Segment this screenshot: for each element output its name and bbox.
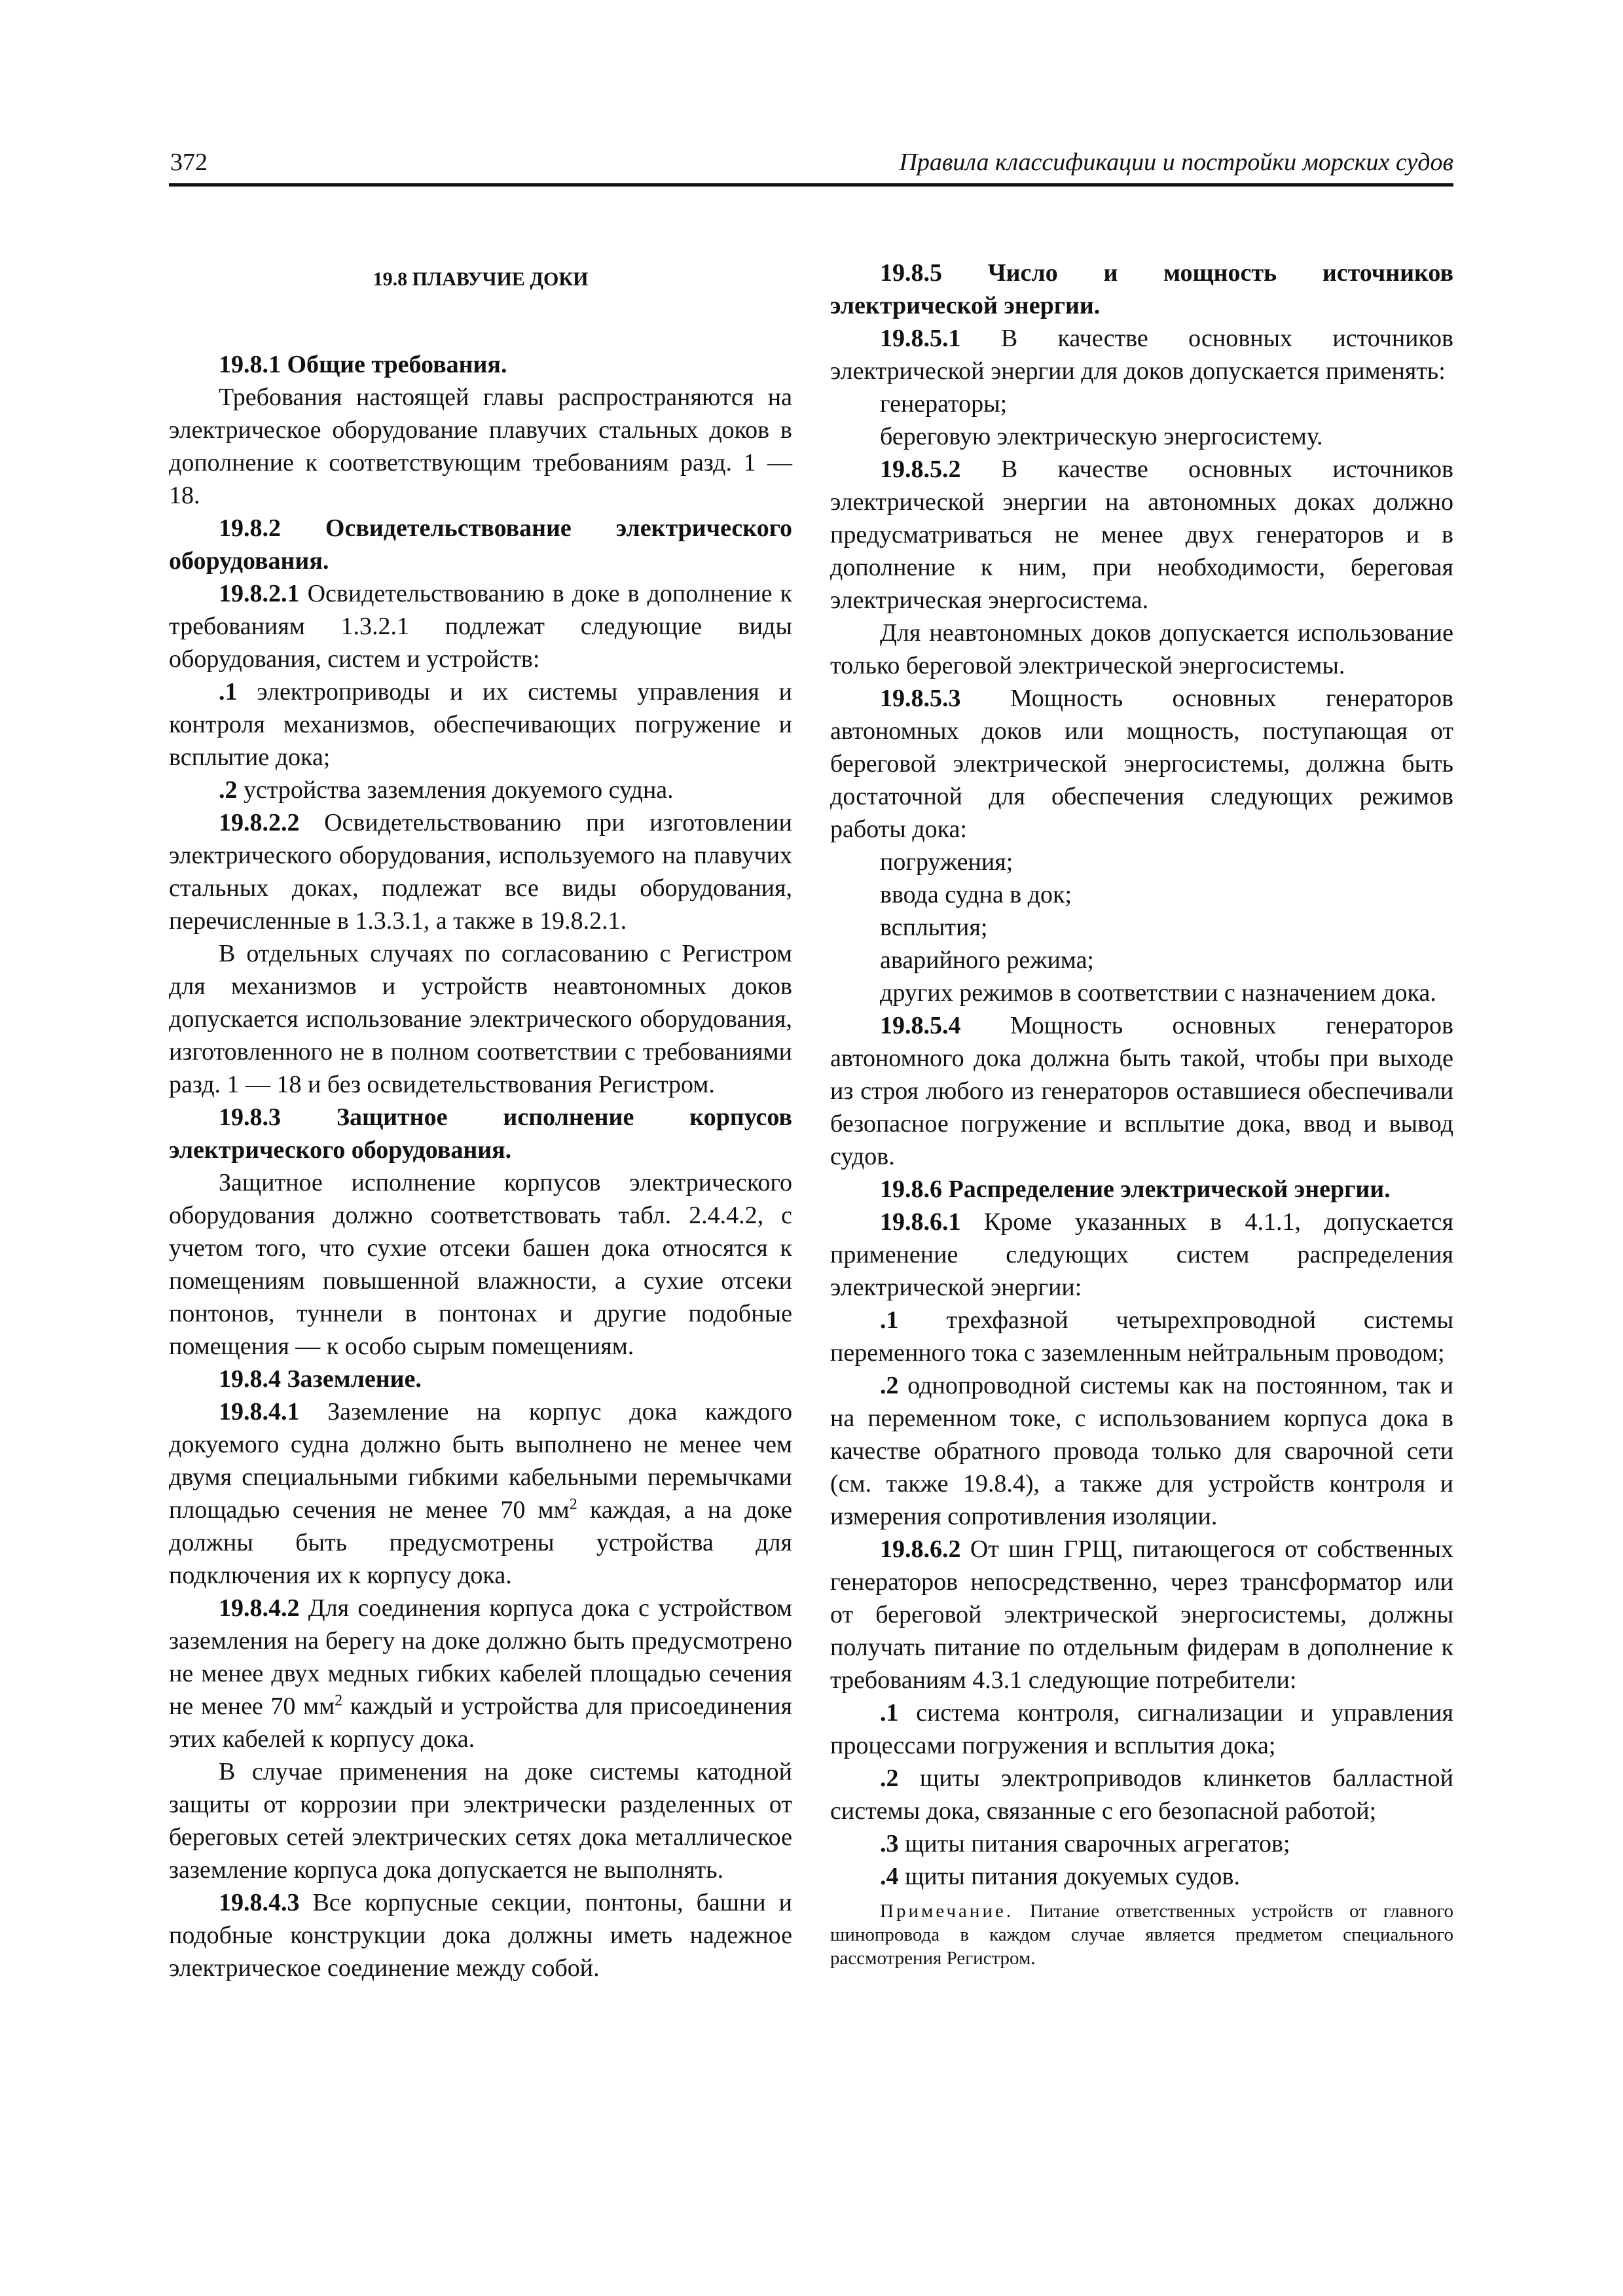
list-item: ввода судна в док;: [880, 881, 1072, 908]
clause-text: В качестве основных источников электрической энергии для доков допускается применять:: [830, 325, 1453, 385]
item-number: .1: [880, 1306, 899, 1334]
clause-text: Все корпусные секции, понтоны, башни и подобные конструкции дока должны иметь надежное электрическое соединение между собой.: [169, 1889, 792, 1982]
list-item: погружения;: [880, 848, 1013, 876]
clause-text: Освидетельствованию при изготовлении электрического оборудования, используемого на плавучих стальных доках, подлежат все виды оборудования, перечисленные в 1.3.3.1, а также в 19.8.2.1.: [169, 809, 792, 935]
clause-text: Мощность основных генераторов автономного дока должна быть такой, чтобы при выходе из строя любого из генераторов оставшиеся обеспечивали безопасное погружение и всплытие дока, ввод и вывод судов.: [830, 1012, 1453, 1170]
list-item: [830, 1762, 1453, 1827]
list-item: [830, 1369, 1453, 1533]
item-number: .4: [880, 1863, 899, 1890]
paragraph: [830, 453, 1453, 617]
paragraph: Для неавтономных доков допускается использование только береговой электрической энергосистемы.: [830, 619, 1453, 679]
paragraph: [830, 1533, 1453, 1696]
clause-text: Освидетельствованию в доке в дополнение к требованиям 1.3.2.1 подлежат следующие виды оборудования, систем и устройств:: [169, 580, 792, 673]
note-label: Примечание.: [880, 1901, 1014, 1922]
clause-number: 19.8.4.3: [219, 1889, 300, 1916]
list-item: [169, 774, 792, 806]
clause-text: От шин ГРЩ, питающегося от собственных генераторов непосредственно, через трансформатор или от береговой электрической энергосистемы, должны получать питание по отдельным фидерам в дополнение к требованиям 4.3.1 следующие потребители:: [830, 1535, 1453, 1694]
note: [830, 1899, 1453, 1970]
clause-number: 19.8.6.1: [880, 1208, 961, 1236]
heading-19-8-5: 19.8.5 Число и мощность источников электрической энергии.: [830, 259, 1453, 319]
clause-number: 19.8.4.1: [219, 1398, 300, 1426]
running-title: Правила классификации и постройки морских судов: [899, 149, 1453, 176]
clause-text: Заземление на корпус дока каждого докуемого судна должно быть выполнено не менее чем двумя специальными гибкими кабельными перемычками площадью сечения не менее 70 мм: [169, 1398, 792, 1524]
paragraph: [830, 322, 1453, 387]
item-number: .3: [880, 1830, 899, 1857]
list-item: других режимов в соответствии с назначением дока.: [880, 979, 1436, 1007]
heading-19-8-3: 19.8.3 Защитное исполнение корпусов электрического оборудования.: [169, 1103, 792, 1164]
clause-number: 19.8.5.1: [880, 325, 961, 352]
item-number: .2: [880, 1372, 899, 1399]
list-item: [830, 1860, 1453, 1893]
clause-text: В качестве основных источников электрической энергии на автономных доках должно предусматриваться не менее двух генераторов и в дополнение к ним, при необходимости, береговая электрическая энергосистема.: [830, 456, 1453, 614]
list-item: [169, 675, 792, 774]
paragraph: [169, 1592, 792, 1755]
clause-number: 19.8.2.2: [219, 809, 300, 836]
list-item: [830, 1827, 1453, 1860]
clause-number: 19.8.5.2: [880, 456, 961, 483]
page-header: [169, 143, 1453, 187]
clause-number: 19.8.2.1: [219, 580, 300, 607]
item-text: система контроля, сигнализации и управления процессами погружения и всплытия дока;: [830, 1699, 1453, 1759]
list-item: генераторы;: [880, 390, 1008, 418]
clause-number: 19.8.5.4: [880, 1012, 961, 1039]
left-column: [169, 257, 792, 1984]
item-text: электроприводы и их системы управления и контроля механизмов, обеспечивающих погружение и всплытие дока;: [169, 678, 792, 771]
item-text: устройства заземления докуемого судна.: [237, 776, 674, 804]
list-item: [830, 1696, 1453, 1762]
superscript: 2: [569, 1496, 577, 1513]
clause-text: Кроме указанных в 4.1.1, допускается применение следующих систем распределения электрической энергии:: [830, 1208, 1453, 1301]
clause-number: 19.8.4.2: [219, 1594, 300, 1622]
page-number: 372: [170, 149, 208, 176]
item-number: .2: [880, 1765, 899, 1792]
list-item: аварийного режима;: [880, 946, 1094, 974]
item-text: щиты питания докуемых судов.: [898, 1863, 1240, 1890]
superscript: 2: [335, 1692, 343, 1710]
list-item: всплытия;: [880, 914, 988, 941]
paragraph: [169, 806, 792, 937]
item-text: щиты электроприводов клинкетов балластной системы дока, связанные с его безопасной работой;: [830, 1765, 1453, 1825]
item-text: трехфазной четырехпроводной системы переменного тока с заземленным нейтральным проводом;: [830, 1306, 1453, 1367]
heading-19-8-6: 19.8.6 Распределение электрической энергии.: [880, 1175, 1391, 1203]
paragraph: [169, 1886, 792, 1984]
paragraph: [830, 682, 1453, 846]
paragraph: В отдельных случаях по согласованию с Регистром для механизмов и устройств неавтономных доков допускается использование электрического оборудования, изготовленного не в полном соответствии с требованиями разд. 1 — 18 и без освидетельствования Регистром.: [169, 940, 792, 1098]
list-item: береговую электрическую энергосистему.: [880, 423, 1323, 450]
clause-number: 19.8.6.2: [880, 1535, 961, 1563]
clause-text: Мощность основных генераторов автономных доков или мощность, поступающая от береговой электрической энергосистемы, должна быть достаточной для обеспечения следующих режимов работы дока:: [830, 685, 1453, 843]
clause-text: Для соединения корпуса дока с устройством заземления на берегу на доке должно быть предусмотрено не менее двух медных гибких кабелей площадью сечения не менее 70 мм: [169, 1594, 792, 1720]
heading-19-8-4: 19.8.4 Заземление.: [219, 1365, 422, 1393]
paragraph: [830, 1009, 1453, 1173]
note-text: Питание ответственных устройств от главного шинопровода в каждом случае является предметом специального рассмотрения Регистром.: [830, 1901, 1453, 1969]
clause-number: 19.8.5.3: [880, 685, 961, 712]
paragraph: [169, 577, 792, 675]
clause-text: каждый и устройства для присоединения этих кабелей к корпусу дока.: [169, 1693, 792, 1753]
item-number: .1: [880, 1699, 899, 1727]
item-number: .2: [219, 776, 238, 804]
paragraph: [169, 1395, 792, 1592]
item-number: .1: [219, 678, 238, 706]
heading-19-8-1: 19.8.1 Общие требования.: [219, 351, 507, 378]
paragraph: В случае применения на доке системы катодной защиты от коррозии при электрически разделенных от береговых сетей электрических сетях дока металлическое заземление корпуса дока допускается не выполнять.: [169, 1758, 792, 1884]
item-text: однопроводной системы как на постоянном, так и на переменном токе, с использованием корпуса дока в качестве обратного провода только для сварочной сети (см. также 19.8.4), а также для устройств контроля и измерения сопротивления изоляции.: [830, 1372, 1453, 1530]
right-column: [830, 257, 1453, 1970]
paragraph: Защитное исполнение корпусов электрического оборудования должно соответствовать табл. 2.4.4.2, с учетом того, что сухие отсеки башен дока относятся к помещениям повышенной влажности, а сухие отсеки понтонов, туннели в понтонах и другие подобные помещения — к особо сырым помещениям.: [169, 1169, 792, 1360]
paragraph: Требования настоящей главы распространяются на электрическое оборудование плавучих стальных доков в дополнение к соответствующим требованиям разд. 1 — 18.: [169, 384, 792, 509]
item-text: щиты питания сварочных агрегатов;: [898, 1830, 1290, 1857]
heading-19-8-2: 19.8.2 Освидетельствование электрического оборудования.: [169, 514, 792, 575]
clause-text: каждая, а на доке должны быть предусмотрены устройства для подключения их к корпусу дока.: [169, 1496, 792, 1589]
section-title: 19.8 ПЛАВУЧИЕ ДОКИ: [373, 268, 589, 290]
list-item: [830, 1304, 1453, 1369]
paragraph: [830, 1206, 1453, 1304]
